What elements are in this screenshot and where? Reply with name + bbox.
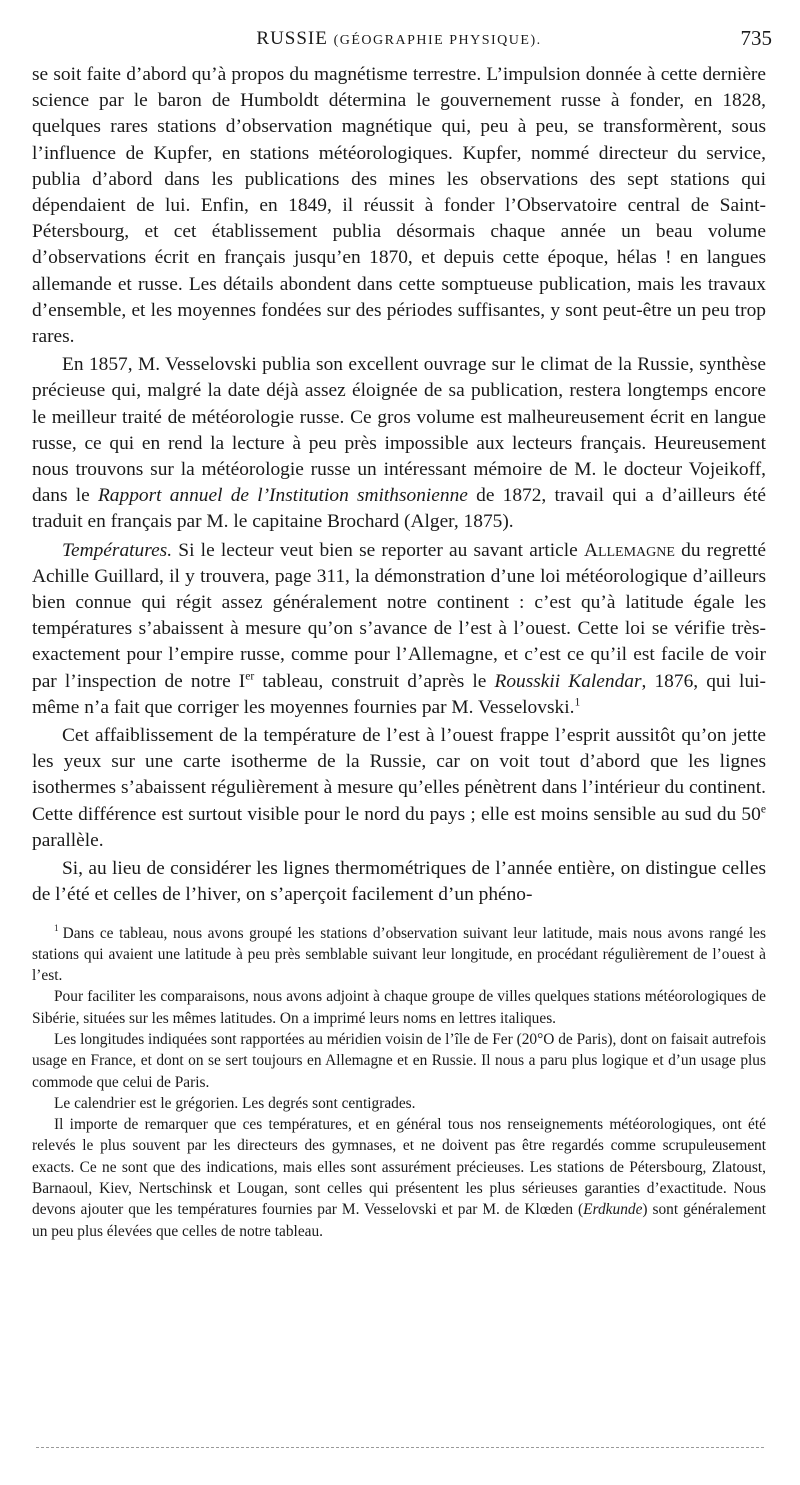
footnote-paragraph: Pour faciliter les comparaisons, nous avons adjoint à chaque groupe de villes quelques stations météorologiques de Sibérie, situées sur les mêmes latitudes. On a imprimé leurs noms en lettres italiques. — [32, 988, 766, 1027]
footnote-paragraph: Les longitudes indiquées sont rapportées au méridien voisin de l’île de Fer (20°O de Paris), dont on faisait autrefois usage en France, et dont on se sert toujours en Allemagne et en Russie. Il nous a paru plus logique et d’un usage plus commode que celui de Paris. — [32, 1030, 766, 1091]
footnote-reference: 1 — [574, 695, 581, 709]
footnote-paragraph: Il importe de remarquer que ces températures, et en général tous nos renseignements météorologiques, ont été relevés le plus souvent par les directeurs des gymnases, et ne doivent pas être regardés comme scrupuleusement exacts. Ce ne sont que des indications, mais elles sont assurément précieuses. Les stations de Pétersbourg, Zlatoust, Barnaoul, Kiev, Nertschinsk et Lougan, sont celles qui présentent les plus sérieuses garanties d’exactitude. Nous devons ajouter que les températures fournies par M. Vesselovski et par M. de Klœden (Erdkunde) sont généralement un peu plus élevées que celles de notre tableau. — [32, 1116, 766, 1240]
running-title-sub: (GÉOGRAPHIE PHYSIQUE). — [333, 33, 542, 48]
section-label-temperatures: Températures. — [62, 539, 173, 561]
paragraph-temperatures: Températures. Si le lecteur veut bien se reporter au savant article Allemagne du regretté Achille Guillard, il y trouvera, page 311, la démonstration d’une loi météorologique d’ailleurs bien connue qui régit assez généralement notre continent : c’est qu’à latitude égale les températures s’abaissent à mesure qu’on s’avance de l’est à l’ouest. Cette loi se vérifie très-exactement pour l’empire russe, comme pour l’Allemagne, et c’est ce qu’il est facile de voir par l’inspection de notre Ier tableau, construit d’après le Rousskii Kalendar, 1876, qui lui-même n’a fait que corriger les moyennes fournies par M. Vesselovski.$^1$ — [32, 539, 766, 718]
erdkunde-title: Erdkunde — [583, 1201, 643, 1219]
article-reference: Allemagne — [583, 539, 675, 561]
footnotes — [32, 923, 766, 1242]
smithsonian-report-title: Rapport annuel de l’Institution smithsonienne — [97, 485, 468, 507]
page-number: 735 — [740, 26, 772, 50]
running-title-main: RUSSIE — [256, 28, 328, 49]
main-text — [32, 62, 766, 909]
paragraph-vesselovski: En 1857, M. Vesselovski publia son excellent ouvrage sur le climat de la Russie, synthèse précieuse qui, malgré la date déjà assez éloignée de sa publication, restera longtemps encore le meilleur traité de météorologie russe. Ce gros volume est malheureusement écrit en langue russe, ce qui en rend la lecture à peu près impossible aux lecteurs français. Heureusement nous trouvons sur la météorologie russe un intéressant mémoire de M. le docteur Vojeikoff, dans le Rapport annuel de l’Institution smithsonienne de 1872, travail qui a d’ailleurs été traduit en français par M. le capitaine Brochard (Alger, 1875). — [32, 354, 767, 533]
bottom-rule — [36, 1447, 764, 1448]
calendar-title: Rousskii Kalendar — [494, 670, 642, 692]
paragraph-seasons: Si, au lieu de considérer les lignes thermométriques de l’année entière, on distingue celles de l’été et celles de l’hiver, on s’aperçoit facilement d’un phéno- — [32, 858, 766, 906]
paragraph-continued: se soit faite d’abord qu’à propos du magnétisme terrestre. L’impulsion donnée à cette dernière science par le baron de Humboldt détermina le gouvernement russe à fonder, en 1828, quelques rares stations d’observation magnétique qui, peu à peu, se transformèrent, sous l’influence de Kupfer, en stations météorologiques. Kupfer, nommé directeur du service, publia d’abord dans les publications des mines les observations des sept stations qui dépendaient de lui. Enfin, en 1849, il réussit à fonder l’Observatoire central de Saint-Pétersbourg, et cet établissement publia désormais chaque année un beau volume d’observations écrit en français jusqu’en 1870, et depuis cette époque, hélas ! en langues allemande et russe. Les détails abondent dans cette somptueuse publication, mais les travaux d’ensemble, et les moyennes fondées sur des périodes suffisantes, y sont peut-être un peu trop rares. — [32, 64, 766, 348]
running-head — [32, 26, 772, 62]
footnote-mark: 1 — [54, 923, 59, 934]
running-title — [32, 28, 766, 50]
footnote-paragraph: Le calendrier est le grégorien. Les degrés sont centigrades. — [54, 1094, 416, 1112]
footnote-1: $^1$ Dans ce tableau, nous avons groupé les stations d’observation suivant leur latitude, mais nous avons rangé les stations qui avaient une latitude à peu près semblable suivant leur longitude, en procédant régulièrement de l’ouest à l’est. — [32, 923, 766, 985]
paragraph-isotherms: Cet affaiblissement de la température de l’est à l’ouest frappe l’esprit aussitôt qu’on jette les yeux sur une carte isotherme de la Russie, car on voit tout d’abord que les lignes isothermes s’abaissent régulièrement à mesure qu’elles pénètrent dans l’intérieur du continent. Cette différence est surtout visible pour le nord du pays ; elle est moins sensible au sud du 50e parallèle. — [32, 725, 766, 851]
page — [32, 26, 772, 1242]
